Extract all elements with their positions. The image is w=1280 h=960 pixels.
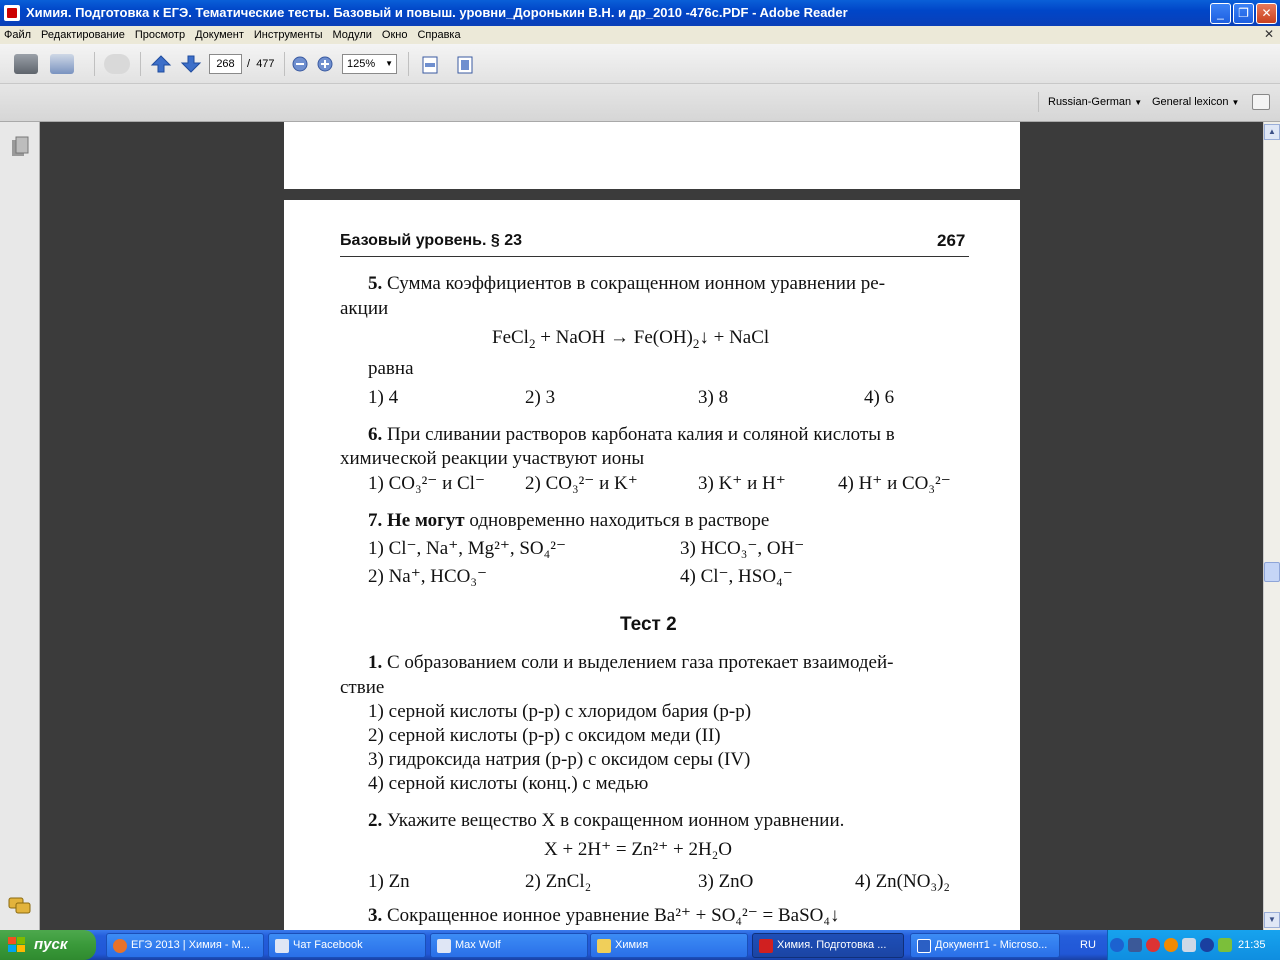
document-close-icon[interactable]: ✕ <box>1263 27 1274 41</box>
show-hidden-icons-icon[interactable] <box>1110 938 1124 952</box>
t2q2-option-4: 4) Zn(NO₃)₂ <box>855 871 951 892</box>
question-6: 6. При сливании растворов карбоната калия и соляной кислоты в <box>368 424 895 445</box>
zoom-select[interactable] <box>342 54 397 74</box>
q7-option-1: 1) Cl⁻, Na⁺, Mg²⁺, SO₄²⁻ <box>368 538 566 559</box>
q6-option-3: 3) K⁺ и H⁺ <box>698 473 786 494</box>
menu-window[interactable]: Окно <box>381 29 408 41</box>
q5-option-3: 3) 8 <box>698 387 729 408</box>
toolbar-separator <box>408 52 409 76</box>
adobe-reader-icon <box>4 5 20 21</box>
taskbar-item-facebook-chat[interactable]: Чат Facebook <box>268 933 426 958</box>
pdf-icon <box>759 939 773 953</box>
q7-option-4: 4) Cl⁻, HSO₄⁻ <box>680 566 793 587</box>
taskbar-item-max-wolf[interactable]: Max Wolf <box>430 933 588 958</box>
dictionary-language-select[interactable]: Russian-German ▼ <box>1048 96 1143 108</box>
header-rule <box>340 256 969 257</box>
navigation-panel <box>0 122 40 930</box>
chevron-down-icon: ▼ <box>385 59 393 68</box>
page-number-input[interactable]: 268 <box>209 54 242 74</box>
windows-logo-icon <box>8 937 26 953</box>
q7-option-2: 2) Na⁺, HCO₃⁻ <box>368 566 488 587</box>
test2-question-2: 2. Укажите вещество Х в сокращенном ионном уравнении. <box>368 810 845 831</box>
menu-view[interactable]: Просмотр <box>134 29 186 41</box>
close-icon: ✕ <box>1261 6 1272 20</box>
page-total <box>247 54 275 74</box>
dictionary-icon[interactable] <box>1252 94 1270 110</box>
language-indicator[interactable]: RU <box>1080 939 1096 951</box>
zoom-in-icon[interactable] <box>317 56 333 72</box>
question-6-cont: химической реакции участвуют ионы <box>340 448 645 469</box>
taskbar-item-firefox[interactable]: ЕГЭ 2013 | Химия - M... <box>106 933 264 958</box>
q6-option-2: 2) CO₃²⁻ и K⁺ <box>525 473 638 494</box>
taskbar-item-adobe-reader[interactable]: Химия. Подготовка ... <box>752 933 904 958</box>
question-7: 7. Не могут одновременно находиться в растворе <box>368 510 770 531</box>
toolbar-separator <box>1038 92 1039 112</box>
start-button[interactable]: пуск <box>0 930 96 960</box>
menu-edit[interactable]: Редактирование <box>41 29 125 41</box>
dictionary-lexicon-select[interactable]: General lexicon ▼ <box>1152 96 1240 108</box>
t2q2-option-3: 3) ZnO <box>698 871 754 892</box>
folder-icon <box>597 939 611 953</box>
q5-option-1: 1) 4 <box>368 387 399 408</box>
clock: 21:35 <box>1238 939 1266 951</box>
q5-option-2: 2) 3 <box>525 387 556 408</box>
firefox-icon <box>113 939 127 953</box>
taskbar-item-word[interactable]: Документ1 - Microso... <box>910 933 1060 958</box>
page-number: 267 <box>937 231 966 250</box>
previous-page <box>284 122 1020 189</box>
q6-option-4: 4) H⁺ и CO₃²⁻ <box>838 473 951 494</box>
question-5: 5. Сумма коэффициентов в сокращенном ионном уравнении ре- <box>368 273 886 294</box>
scroll-thumb[interactable] <box>1264 562 1280 582</box>
pages-panel-icon[interactable] <box>10 136 30 158</box>
minimize-button[interactable] <box>1210 3 1231 24</box>
word-icon <box>917 939 931 953</box>
menu-tools[interactable]: Инструменты <box>253 29 323 41</box>
zoom-out-icon[interactable] <box>292 56 308 72</box>
vertical-scrollbar[interactable] <box>1263 122 1280 930</box>
total-pages: 477 <box>256 58 275 70</box>
previous-page-icon[interactable] <box>150 54 172 74</box>
chat-icon <box>437 939 451 953</box>
t2q2-option-1: 1) Zn <box>368 871 410 892</box>
scroll-up-icon[interactable]: ▲ <box>1264 124 1280 140</box>
toolbar-separator <box>140 52 141 76</box>
close-button[interactable] <box>1256 3 1277 24</box>
t2q1-option-1: 1) серной кислоты (р-р) с хлоридом бария (р-р) <box>368 701 752 722</box>
next-page-icon[interactable] <box>180 54 202 74</box>
question-5-cont: акции <box>340 298 389 319</box>
hand-icon[interactable] <box>104 54 130 74</box>
menu-document[interactable]: Документ <box>195 29 244 41</box>
facebook-icon[interactable] <box>1128 938 1142 952</box>
menu-help[interactable]: Справка <box>417 29 461 41</box>
question-5-after: равна <box>368 358 414 379</box>
test-2-title: Тест 2 <box>620 614 677 635</box>
opera-icon[interactable] <box>1146 938 1160 952</box>
update-icon[interactable] <box>1218 938 1232 952</box>
window-title: Химия. Подготовка к ЕГЭ. Тематические тесты. Базовый и повыш. уровни_Доронькин В.Н. и др_2010 -476с.PDF - Adobe Reader <box>0 0 1280 26</box>
chevron-down-icon: ▼ <box>1134 98 1143 107</box>
menu-plugins[interactable]: Модули <box>332 29 372 41</box>
menu-bar <box>0 26 1280 44</box>
taskbar-item-folder[interactable]: Химия <box>590 933 748 958</box>
scroll-down-icon[interactable]: ▼ <box>1264 912 1280 928</box>
comments-icon[interactable] <box>8 896 32 916</box>
question-5-equation: FeCl$_2$ + NaOH → $Fe(OH)_2↓$ + NaCl <box>492 327 770 351</box>
running-header: Базовый уровень. § 23 <box>340 232 522 249</box>
t2q1-option-4: 4) серной кислоты (конц.) с медью <box>368 773 649 794</box>
menu-file[interactable]: Файл <box>4 29 32 41</box>
test2-question-1: 1. С образованием соли и выделением газа протекает взаимодей- <box>368 652 894 673</box>
toolbar-separator <box>94 52 95 76</box>
chat-icon <box>275 939 289 953</box>
page-separator: / <box>247 58 251 70</box>
security-icon[interactable] <box>1182 938 1196 952</box>
q5-option-4: 4) 6 <box>864 387 895 408</box>
fit-page-icon[interactable] <box>455 55 475 75</box>
t2q1-option-3: 3) гидроксида натрия (р-р) с оксидом серы (IV) <box>368 749 751 770</box>
bluetooth-icon[interactable] <box>1200 938 1214 952</box>
printer-icon[interactable] <box>14 54 38 74</box>
zoom-value: 125% <box>347 58 376 70</box>
test2-question-3: 3. Сокращенное ионное уравнение Ba²⁺ + SO₄²⁻ = BaSO₄↓ <box>368 905 840 926</box>
test2-question-1-cont: ствие <box>340 677 385 698</box>
toolbar-separator <box>284 52 285 76</box>
t2q2-option-2: 2) ZnCl₂ <box>525 871 592 892</box>
chevron-down-icon: ▼ <box>1231 98 1240 107</box>
minimize-icon: _ <box>1217 6 1224 20</box>
maximize-button[interactable] <box>1233 3 1254 24</box>
share-icon[interactable] <box>50 54 74 74</box>
maximize-icon: ❐ <box>1238 6 1249 20</box>
network-icon[interactable] <box>1164 938 1178 952</box>
test2-question-2-equation: X + 2H⁺ = Zn²⁺ + 2H₂O <box>544 839 733 860</box>
q6-option-1: 1) CO₃²⁻ и Cl⁻ <box>368 473 485 494</box>
q7-option-3: 3) HCO₃⁻, OH⁻ <box>680 538 805 559</box>
t2q1-option-2: 2) серной кислоты (р-р) с оксидом меди (II) <box>368 725 721 746</box>
fit-width-icon[interactable] <box>420 55 440 75</box>
